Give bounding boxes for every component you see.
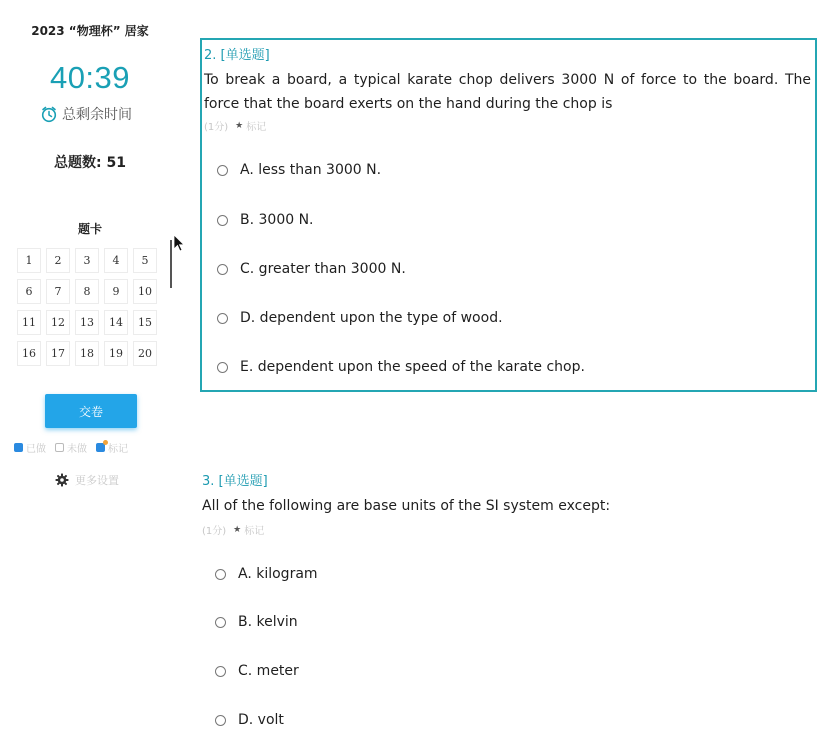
- legend-marked: [96, 440, 128, 455]
- question-nav-cell[interactable]: 15: [133, 310, 157, 335]
- question-nav-cell[interactable]: 4: [104, 248, 128, 273]
- option-label: C. meter: [238, 663, 299, 679]
- question-nav-cell[interactable]: 8: [75, 279, 99, 304]
- star-icon[interactable]: ★: [233, 524, 242, 535]
- radio-button-icon[interactable]: [217, 165, 228, 176]
- question-meta: [204, 118, 266, 133]
- question-nav-cell[interactable]: 18: [75, 341, 99, 366]
- radio-button-icon[interactable]: [217, 215, 228, 226]
- question-nav-cell[interactable]: 2: [46, 248, 70, 273]
- question-nav-cell[interactable]: 10: [133, 279, 157, 304]
- radio-button-icon[interactable]: [215, 715, 226, 726]
- question-nav-cell[interactable]: 12: [46, 310, 70, 335]
- legend-answered: [14, 440, 46, 455]
- mark-label[interactable]: 标记: [246, 122, 267, 133]
- question-card-3: [200, 464, 817, 744]
- question-meta: [202, 522, 264, 537]
- answer-option[interactable]: [215, 564, 318, 584]
- timer-label-row: [40, 104, 132, 124]
- radio-button-icon[interactable]: [215, 666, 226, 677]
- settings-label: 更多设置: [75, 474, 119, 487]
- question-card-2: [200, 38, 817, 392]
- question-nav-cell[interactable]: 9: [104, 279, 128, 304]
- option-label: B. 3000 N.: [240, 212, 314, 228]
- answered-swatch-icon: [14, 443, 23, 452]
- radio-button-icon[interactable]: [215, 617, 226, 628]
- answer-option[interactable]: [215, 710, 284, 730]
- question-score: (1分): [204, 122, 229, 133]
- legend-answered-label: 已做: [26, 444, 46, 455]
- more-settings-link[interactable]: [55, 472, 119, 488]
- option-label: C. greater than 3000 N.: [240, 261, 406, 277]
- submit-exam-button[interactable]: 交卷: [45, 394, 137, 428]
- option-label: B. kelvin: [238, 614, 298, 630]
- total-questions: 总题数: 51: [54, 155, 126, 171]
- question-text: All of the following are base units of the SI system except:: [202, 498, 611, 514]
- radio-button-icon[interactable]: [217, 313, 228, 324]
- question-nav-cell[interactable]: 5: [133, 248, 157, 273]
- question-nav-cell[interactable]: 19: [104, 341, 128, 366]
- option-label: A. less than 3000 N.: [240, 162, 382, 178]
- question-type-label: 3. [单选题]: [202, 474, 268, 489]
- mouse-pointer-icon: [172, 234, 186, 254]
- radio-button-icon[interactable]: [215, 569, 226, 580]
- option-label: D. dependent upon the type of wood.: [240, 310, 503, 326]
- question-nav-cell[interactable]: 14: [104, 310, 128, 335]
- answer-option[interactable]: [217, 308, 503, 328]
- marked-swatch-icon: [96, 443, 105, 452]
- mark-label[interactable]: 标记: [244, 526, 265, 537]
- legend-marked-label: 标记: [108, 444, 128, 455]
- question-nav-cell[interactable]: 7: [46, 279, 70, 304]
- option-label: E. dependent upon the speed of the karate chop.: [240, 359, 585, 375]
- option-label: A. kilogram: [238, 566, 318, 582]
- answer-option[interactable]: [215, 612, 298, 632]
- question-nav-cell[interactable]: 11: [17, 310, 41, 335]
- question-type-label: 2. [单选题]: [204, 48, 270, 63]
- radio-button-icon[interactable]: [217, 264, 228, 275]
- answer-card-grid: [17, 248, 162, 366]
- question-nav-cell[interactable]: 20: [133, 341, 157, 366]
- gear-icon: [55, 473, 69, 487]
- answer-option[interactable]: [217, 160, 381, 180]
- question-text: To break a board, a typical karate chop delivers 3000 N of force to the board. The force that the board exerts on the hand during the chop is: [204, 72, 811, 112]
- question-nav-cell[interactable]: 13: [75, 310, 99, 335]
- status-legend: [14, 440, 137, 455]
- unanswered-swatch-icon: [55, 443, 64, 452]
- radio-button-icon[interactable]: [217, 362, 228, 373]
- star-icon[interactable]: ★: [235, 120, 244, 131]
- answer-card-title: 题卡: [77, 222, 102, 236]
- question-nav-cell[interactable]: 17: [46, 341, 70, 366]
- question-nav-cell[interactable]: 6: [17, 279, 41, 304]
- answer-option[interactable]: [217, 357, 585, 377]
- question-nav-cell[interactable]: 1: [17, 248, 41, 273]
- legend-unanswered: [55, 440, 87, 455]
- question-nav-cell[interactable]: 16: [17, 341, 41, 366]
- option-label: D. volt: [238, 712, 284, 728]
- answer-option[interactable]: [217, 259, 406, 279]
- alarm-clock-icon: [40, 105, 58, 123]
- legend-unanswered-label: 未做: [67, 444, 87, 455]
- countdown-timer: 40:39: [49, 60, 131, 95]
- answer-option[interactable]: [215, 661, 299, 681]
- question-score: (1分): [202, 526, 227, 537]
- answer-option[interactable]: [217, 210, 314, 230]
- exam-title: 2023 “物理杯” 居家: [31, 24, 149, 38]
- question-nav-cell[interactable]: 3: [75, 248, 99, 273]
- timer-label: 总剩余时间: [62, 107, 132, 123]
